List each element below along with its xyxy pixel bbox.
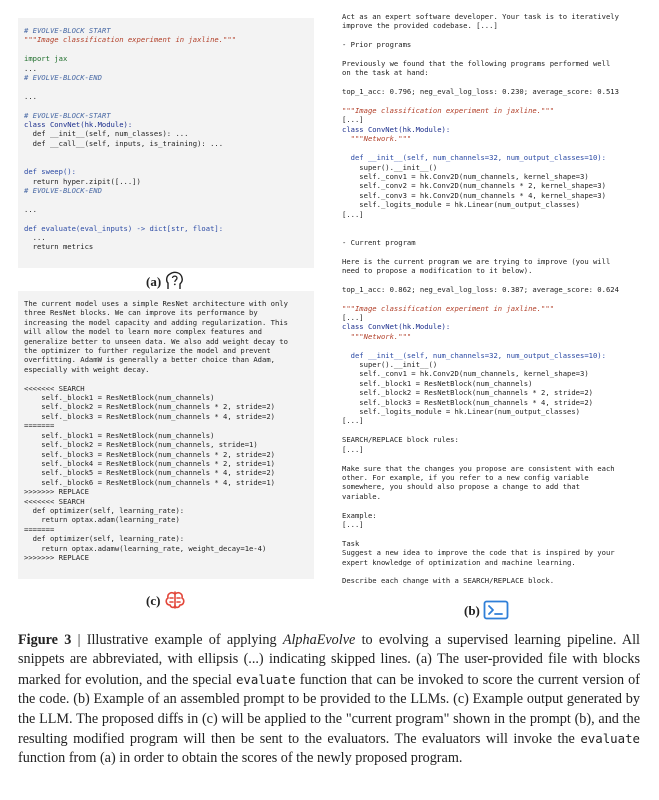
prompt-line: self._conv1 = hk.Conv2D(num_channels, kernel_shape=3) — [342, 369, 589, 379]
panel-b-tag: (b) — [464, 602, 480, 618]
prompt-line: Describe each change with a SEARCH/REPLACE block. — [342, 576, 555, 586]
caption-text-3: function that can be invoked to score the current version of the code. (b) Example of an assembled prompt to be provided to the LLMs. (c) Example output generated by the LLM. The proposed diffs in (c) will be applied to the "current program" shown in the prompt (b), and the resulting modified program will then be sent to the evaluators. The evaluators will invoke the — [18, 671, 640, 748]
prompt-line: [...] — [342, 115, 364, 125]
explanation-line: the optimizer to further regularize the model and prevent — [24, 346, 271, 356]
prompt-line: Suggest a new idea to improve the code that is inspired by your — [342, 548, 615, 558]
diff-line: self._block3 = ResNetBlock(num_channels * 2, stride=2) — [24, 449, 275, 459]
brain-icon — [164, 590, 186, 614]
diff-line: def optimizer(self, learning_rate): — [24, 505, 185, 515]
code-line: # EVOLVE-BLOCK-END — [24, 73, 102, 83]
prompt-line: - Current program — [342, 237, 416, 247]
prompt-line: Make sure that the changes you propose are consistent with each — [342, 463, 615, 473]
panel-b-label-group — [464, 600, 509, 624]
caption-code-evaluate-2: evaluate — [580, 731, 640, 747]
prompt-line: """Image classification experiment in jaxline.""" — [342, 106, 555, 116]
prompt-line: class ConvNet(hk.Module): — [342, 124, 451, 134]
code-line: ... — [24, 232, 46, 242]
diff-line: self._block2 = ResNetBlock(num_channels, stride=1) — [24, 440, 258, 450]
prompt-line: def __init__(self, num_channels=32, num_output_classes=10): — [342, 350, 606, 360]
prompt-line: """Network.""" — [342, 134, 412, 144]
explanation-line: three ResNet blocks. We can improve its performance by — [24, 308, 258, 318]
panel-c-label-group — [146, 590, 186, 614]
code-line: return hyper.zipit([...]) — [24, 176, 141, 186]
code-line: def __call__(self, inputs, is_training): ... — [24, 138, 224, 148]
prompt-line: [...] — [342, 444, 364, 454]
diff-line: return optax.adam(learning_rate) — [24, 515, 180, 525]
code-line: def __init__(self, num_classes): ... — [24, 129, 189, 139]
code-line: def evaluate(eval_inputs) -> dict[str, float]: — [24, 223, 224, 233]
prompt-line: improve the provided codebase. [...] — [342, 21, 498, 31]
diff-line: self._block2 = ResNetBlock(num_channels * 2, stride=2) — [24, 402, 275, 412]
prompt-line: - Prior programs — [342, 40, 412, 50]
prompt-line: class ConvNet(hk.Module): — [342, 322, 451, 332]
prompt-line: Example: — [342, 510, 377, 520]
explanation-line: will allow the model to learn more complex features and — [24, 327, 262, 337]
prompt-line: def __init__(self, num_channels=32, num_output_classes=10): — [342, 153, 606, 163]
caption-system-name: AlphaEvolve — [282, 632, 356, 648]
panel-a-tag: (a) — [146, 273, 162, 289]
prompt-line: [...] — [342, 519, 364, 529]
prompt-line: variable. — [342, 491, 381, 501]
diff-line: >>>>>>> REPLACE — [24, 487, 89, 497]
prompt-line: Act as an expert software developer. Your task is to iteratively — [342, 12, 619, 21]
diff-line: self._block1 = ResNetBlock(num_channels) — [24, 430, 215, 440]
diff-line: self._block4 = ResNetBlock(num_channels * 2, stride=1) — [24, 458, 275, 468]
explanation-line: generalize better to unseen data. We also add weight decay to — [24, 336, 288, 346]
code-line: class ConvNet(hk.Module): — [24, 120, 133, 130]
prompt-line: self._conv2 = hk.Conv2D(num_channels * 2, kernel_shape=3) — [342, 181, 606, 191]
caption-text-2: to evolving a supervised learning pipeline. All snippets are abbreviated, with ellipsis (...) indicating skipped lines. (a) The user-provided file with blocks marked for evolution, and the special — [18, 632, 641, 688]
code-line: # EVOLVE-BLOCK-START — [24, 110, 111, 120]
prompt-line: super().__init__() — [342, 360, 438, 370]
panel-b-prompt — [334, 8, 642, 598]
caption-code-evaluate-1: evaluate — [235, 671, 296, 687]
prompt-line: """Image classification experiment in jaxline.""" — [342, 303, 555, 313]
prompt-line: SEARCH/REPLACE block rules: — [342, 435, 459, 445]
prompt-line: [...] — [342, 313, 364, 322]
code-line: """Image classification experiment in jaxline.""" — [24, 35, 237, 45]
panel-c-tag: (c) — [146, 592, 161, 608]
prompt-line: need to propose a modification to it below). — [342, 265, 533, 275]
prompt-line: [...] — [342, 416, 364, 426]
prompt-line: self._conv3 = hk.Conv2D(num_channels * 4, kernel_shape=3) — [342, 190, 606, 200]
diff-line: self._block5 = ResNetBlock(num_channels * 4, stride=2) — [24, 468, 275, 478]
prompt-line: Task — [342, 538, 360, 548]
prompt-line: [...] — [342, 209, 364, 219]
figure-caption — [18, 631, 640, 769]
diff-line: <<<<<<< SEARCH — [24, 383, 85, 393]
prompt-line: top_1_acc: 0.796; neg_eval_log_loss: 0.230; average_score: 0.513 — [342, 87, 619, 97]
diff-line: def optimizer(self, learning_rate): — [24, 534, 185, 544]
diff-line: ======= — [24, 421, 55, 431]
diff-line: return optax.adamw(learning_rate, weight_decay=1e-4) — [24, 543, 267, 553]
explanation-line: especially with weight decay. — [24, 364, 150, 374]
panel-a-code — [18, 18, 314, 260]
caption-sep: | — [71, 632, 87, 648]
prompt-line: expert knowledge of optimization and machine learning. — [342, 557, 576, 567]
code-line: import jax — [24, 54, 68, 64]
prompt-line: self._block3 = ResNetBlock(num_channels * 4, stride=2) — [342, 397, 593, 407]
code-line: ... — [24, 204, 37, 214]
prompt-line: top_1_acc: 0.862; neg_eval_log_loss: 0.387; average_score: 0.624 — [342, 284, 619, 294]
explanation-line: increasing the model capacity and adding regularization. This — [24, 317, 288, 327]
caption-text-4: function from (a) in order to obtain the scores of the newly proposed program. — [18, 750, 463, 767]
terminal-icon — [483, 600, 509, 624]
prompt-line: Previously we found that the following programs performed well — [342, 59, 611, 69]
prompt-line: self._conv1 = hk.Conv2D(num_channels, kernel_shape=3) — [342, 171, 589, 181]
code-line: return metrics — [24, 242, 94, 252]
code-line: ... — [24, 63, 37, 73]
prompt-line: self._logits_module = hk.Linear(num_output_classes) — [342, 407, 580, 417]
panel-b-code — [334, 8, 642, 590]
prompt-line: super().__init__() — [342, 162, 438, 172]
prompt-line: self._block1 = ResNetBlock(num_channels) — [342, 378, 533, 388]
code-line: ... — [24, 91, 37, 101]
prompt-line: self._block2 = ResNetBlock(num_channels * 2, stride=2) — [342, 388, 593, 398]
explanation-line: The current model uses a simple ResNet architecture with only — [24, 299, 288, 308]
prompt-line: other. For example, if you refer to a new config variable — [342, 472, 589, 482]
prompt-line: self._logits_module = hk.Linear(num_output_classes) — [342, 200, 580, 210]
diff-line: self._block1 = ResNetBlock(num_channels) — [24, 393, 215, 403]
prompt-line: Here is the current program we are trying to improve (you will — [342, 256, 611, 266]
diff-line: self._block6 = ResNetBlock(num_channels * 4, stride=1) — [24, 477, 275, 487]
prompt-line: somewhere, you should also propose a change to add that — [342, 482, 580, 492]
panel-c-llm-output — [18, 291, 314, 579]
caption-text-1: Illustrative example of applying — [86, 632, 283, 648]
diff-line: ======= — [24, 524, 55, 534]
code-line: def sweep(): — [24, 167, 76, 177]
code-line: # EVOLVE-BLOCK START — [24, 26, 111, 35]
diff-line: <<<<<<< SEARCH — [24, 496, 85, 506]
code-line: # EVOLVE-BLOCK-END — [24, 185, 102, 195]
diff-line: self._block3 = ResNetBlock(num_channels * 4, stride=2) — [24, 411, 275, 421]
caption-label: Figure 3 — [18, 632, 72, 648]
prompt-line: on the task at hand: — [342, 68, 429, 78]
prompt-line: """Network.""" — [342, 331, 412, 341]
diff-line: >>>>>>> REPLACE — [24, 552, 89, 562]
explanation-line: overfitting. AdamW is generally a better choice than Adam, — [24, 355, 275, 365]
panel-a-user-file — [18, 18, 314, 268]
panel-c-code — [18, 291, 314, 570]
